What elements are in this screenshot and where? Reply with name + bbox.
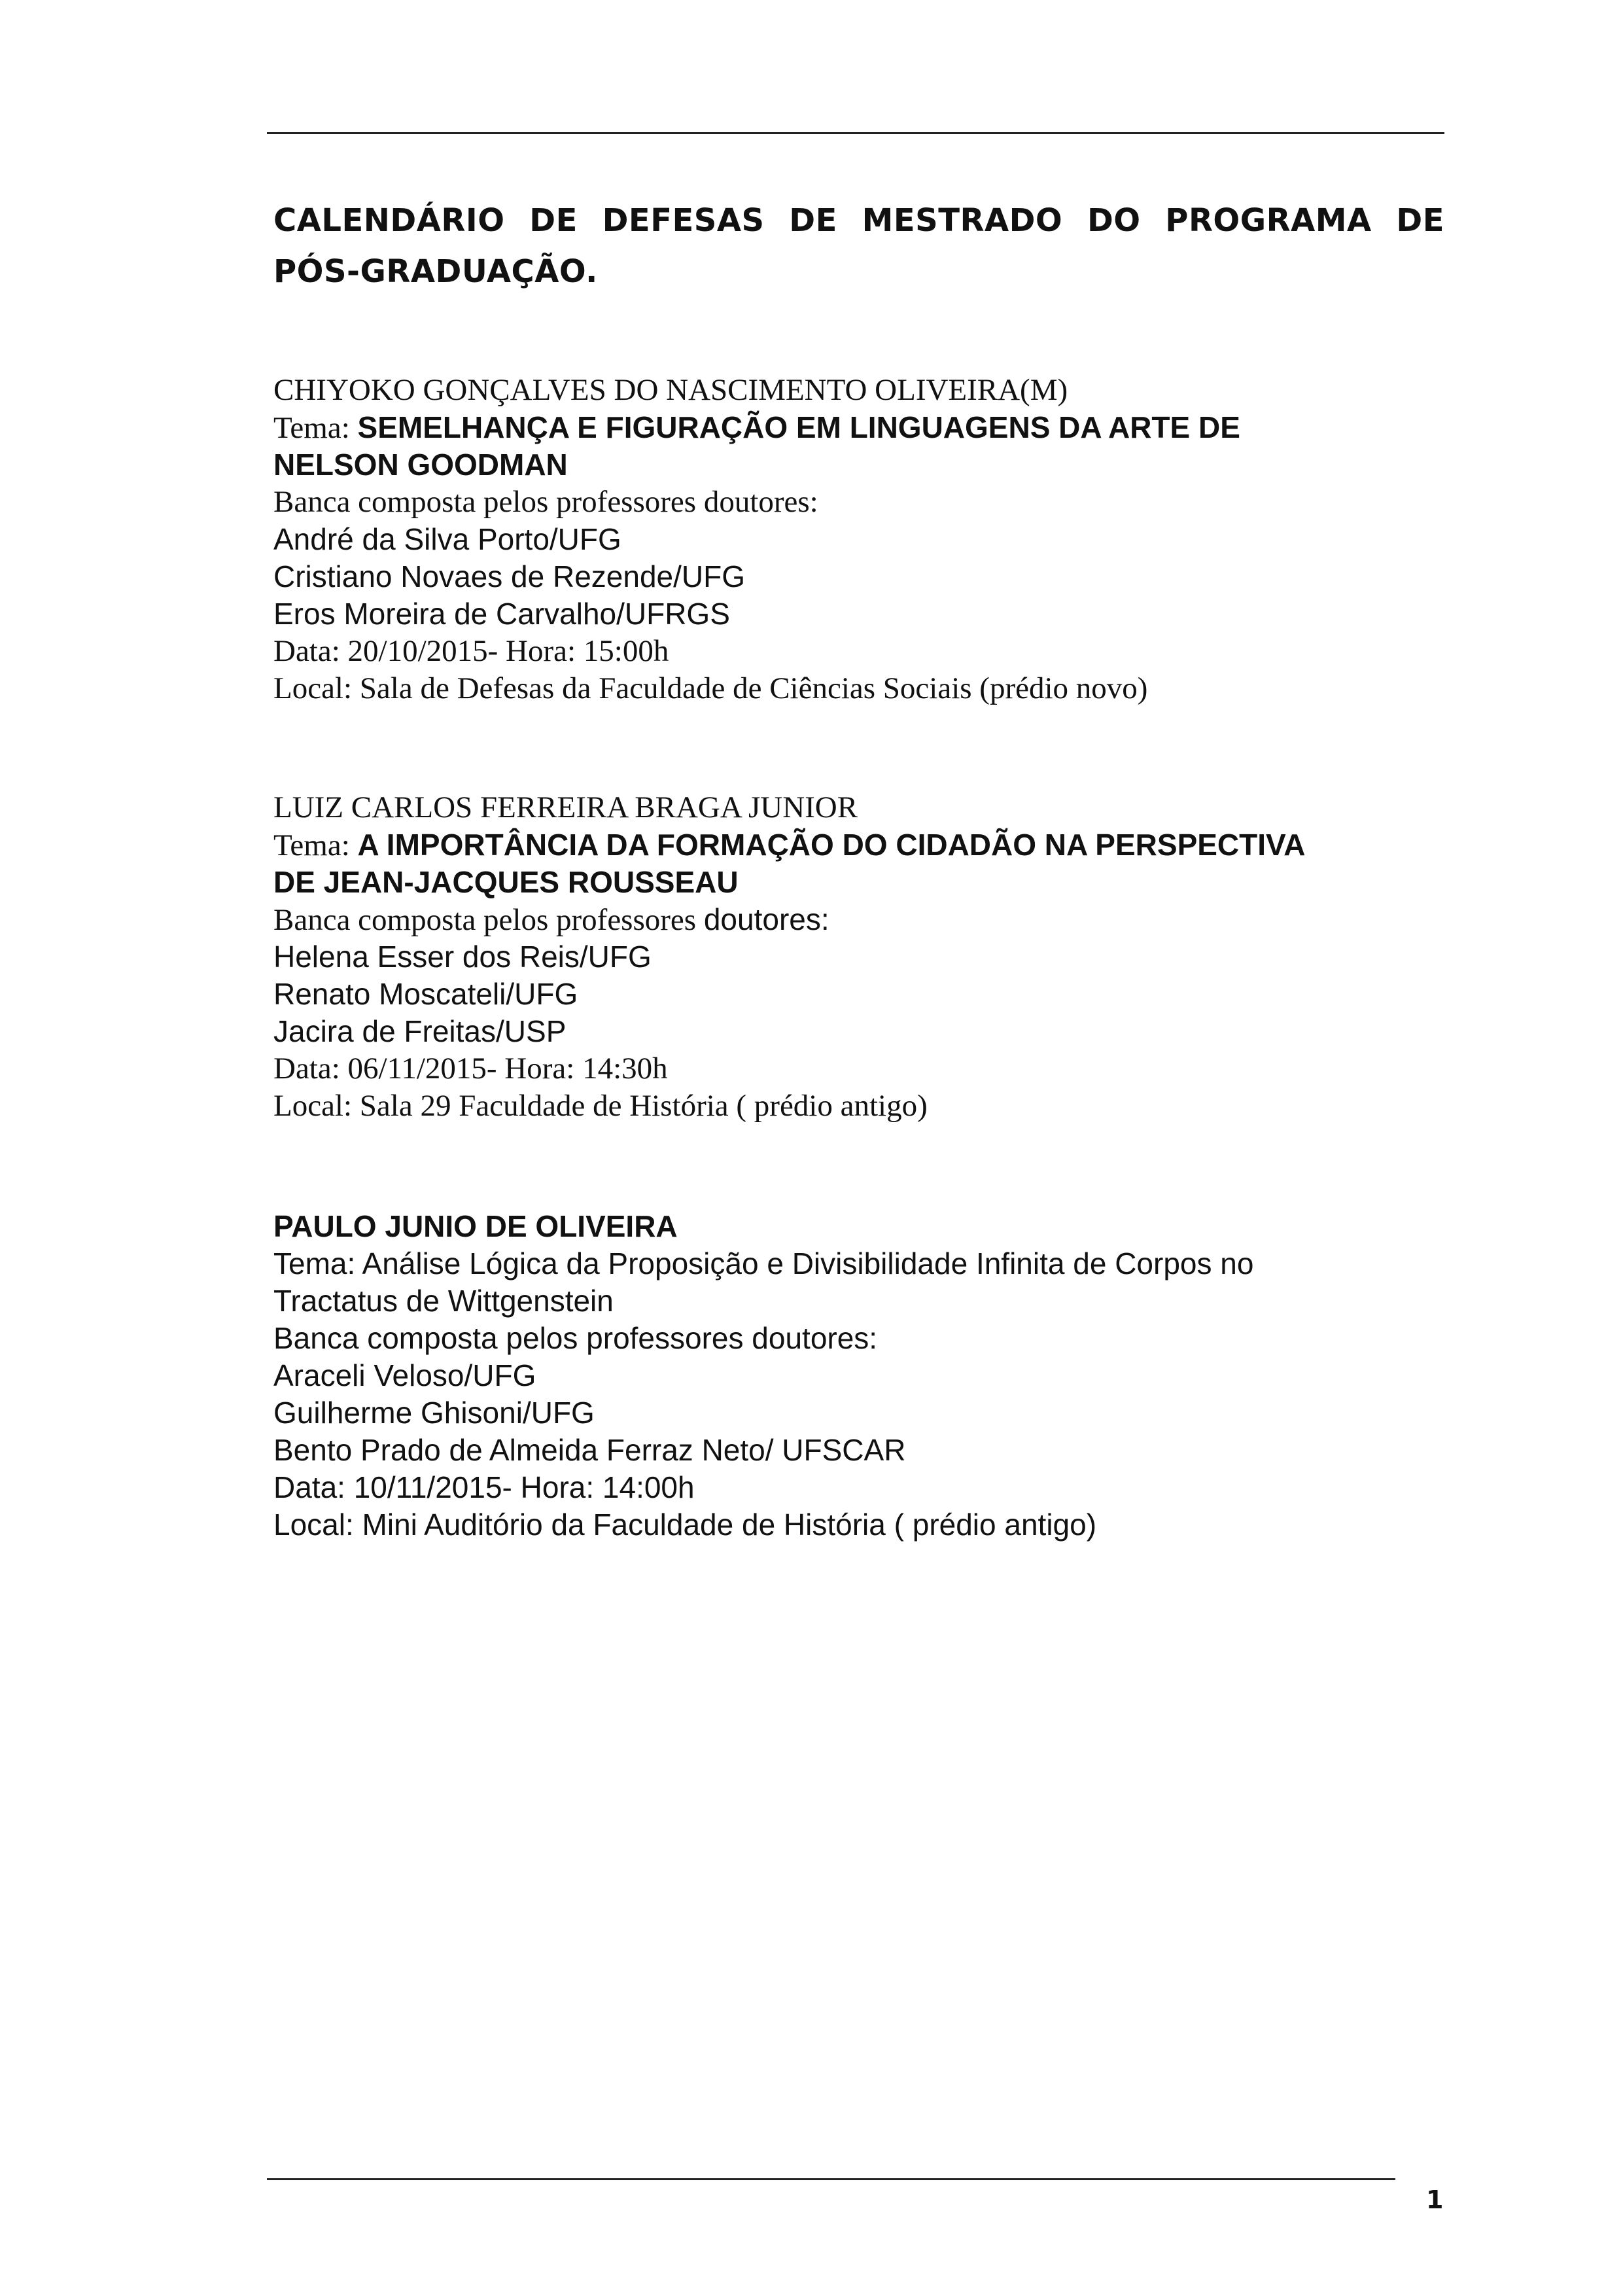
- defense-location: Local: Sala 29 Faculdade de História ( prédio antigo): [273, 1089, 928, 1123]
- board-member: Eros Moreira de Carvalho/UFRGS: [273, 597, 730, 631]
- footer-rule: [267, 2178, 1395, 2180]
- theme-title: Tema: Análise Lógica da Proposição e Divisibilidade Infinita de Corpos no: [273, 1246, 1254, 1280]
- board-member: Araceli Veloso/UFG: [273, 1358, 536, 1392]
- board-member: Renato Moscateli/UFG: [273, 977, 578, 1011]
- candidate-name: CHIYOKO GONÇALVES DO NASCIMENTO OLIVEIRA(M): [273, 373, 1068, 407]
- board-label: Banca composta pelos professores doutores:: [273, 1321, 878, 1355]
- board-label: Banca composta pelos professores doutores:: [273, 485, 818, 519]
- board-label-text: Banca composta pelos professores: [273, 903, 704, 937]
- defense-date: Data: 10/11/2015- Hora: 14:00h: [273, 1470, 695, 1504]
- defense-location: Local: Mini Auditório da Faculdade de História ( prédio antigo): [273, 1508, 1097, 1542]
- board-label-tail: doutores:: [703, 902, 829, 936]
- board-member: Jacira de Freitas/USP: [273, 1014, 567, 1048]
- defense-date: Data: 20/10/2015- Hora: 15:00h: [273, 634, 669, 668]
- theme-title-continued: DE JEAN-JACQUES ROUSSEAU: [273, 865, 739, 899]
- board-member: Helena Esser dos Reis/UFG: [273, 940, 652, 974]
- board-member: Guilherme Ghisoni/UFG: [273, 1396, 595, 1430]
- theme-title: A IMPORTÂNCIA DA FORMAÇÃO DO CIDADÃO NA PERSPECTIVA: [357, 828, 1306, 862]
- theme-label: Tema:: [273, 828, 358, 862]
- board-member: Cristiano Novaes de Rezende/UFG: [273, 559, 745, 593]
- defense-date: Data: 06/11/2015- Hora: 14:30h: [273, 1051, 668, 1086]
- defense-entry: [273, 789, 1444, 1125]
- candidate-name: PAULO JUNIO DE OLIVEIRA: [273, 1209, 678, 1243]
- defense-entry: [273, 1208, 1444, 1544]
- theme: [273, 409, 1444, 446]
- header-rule: [267, 132, 1444, 134]
- theme-title-continued: Tractatus de Wittgenstein: [273, 1284, 614, 1318]
- board-member: Bento Prado de Almeida Ferraz Neto/ UFSCAR: [273, 1433, 906, 1467]
- defense-location: Local: Sala de Defesas da Faculdade de Ciências Sociais (prédio novo): [273, 671, 1148, 705]
- board-label: [273, 901, 1444, 938]
- theme: [273, 826, 1444, 864]
- theme-title: SEMELHANÇA E FIGURAÇÃO EM LINGUAGENS DA ARTE DE: [357, 410, 1240, 444]
- board-member: André da Silva Porto/UFG: [273, 522, 621, 556]
- candidate-name: LUIZ CARLOS FERREIRA BRAGA JUNIOR: [273, 790, 858, 824]
- theme-label: Tema:: [273, 411, 358, 445]
- theme-title-continued: NELSON GOODMAN: [273, 448, 568, 482]
- document-title: CALENDÁRIO DE DEFESAS DE MESTRADO DO PROGRAMA DE PÓS-GRADUAÇÃO.: [273, 202, 1444, 290]
- page-number: 1: [1426, 2185, 1444, 2214]
- defense-entry: [273, 372, 1444, 707]
